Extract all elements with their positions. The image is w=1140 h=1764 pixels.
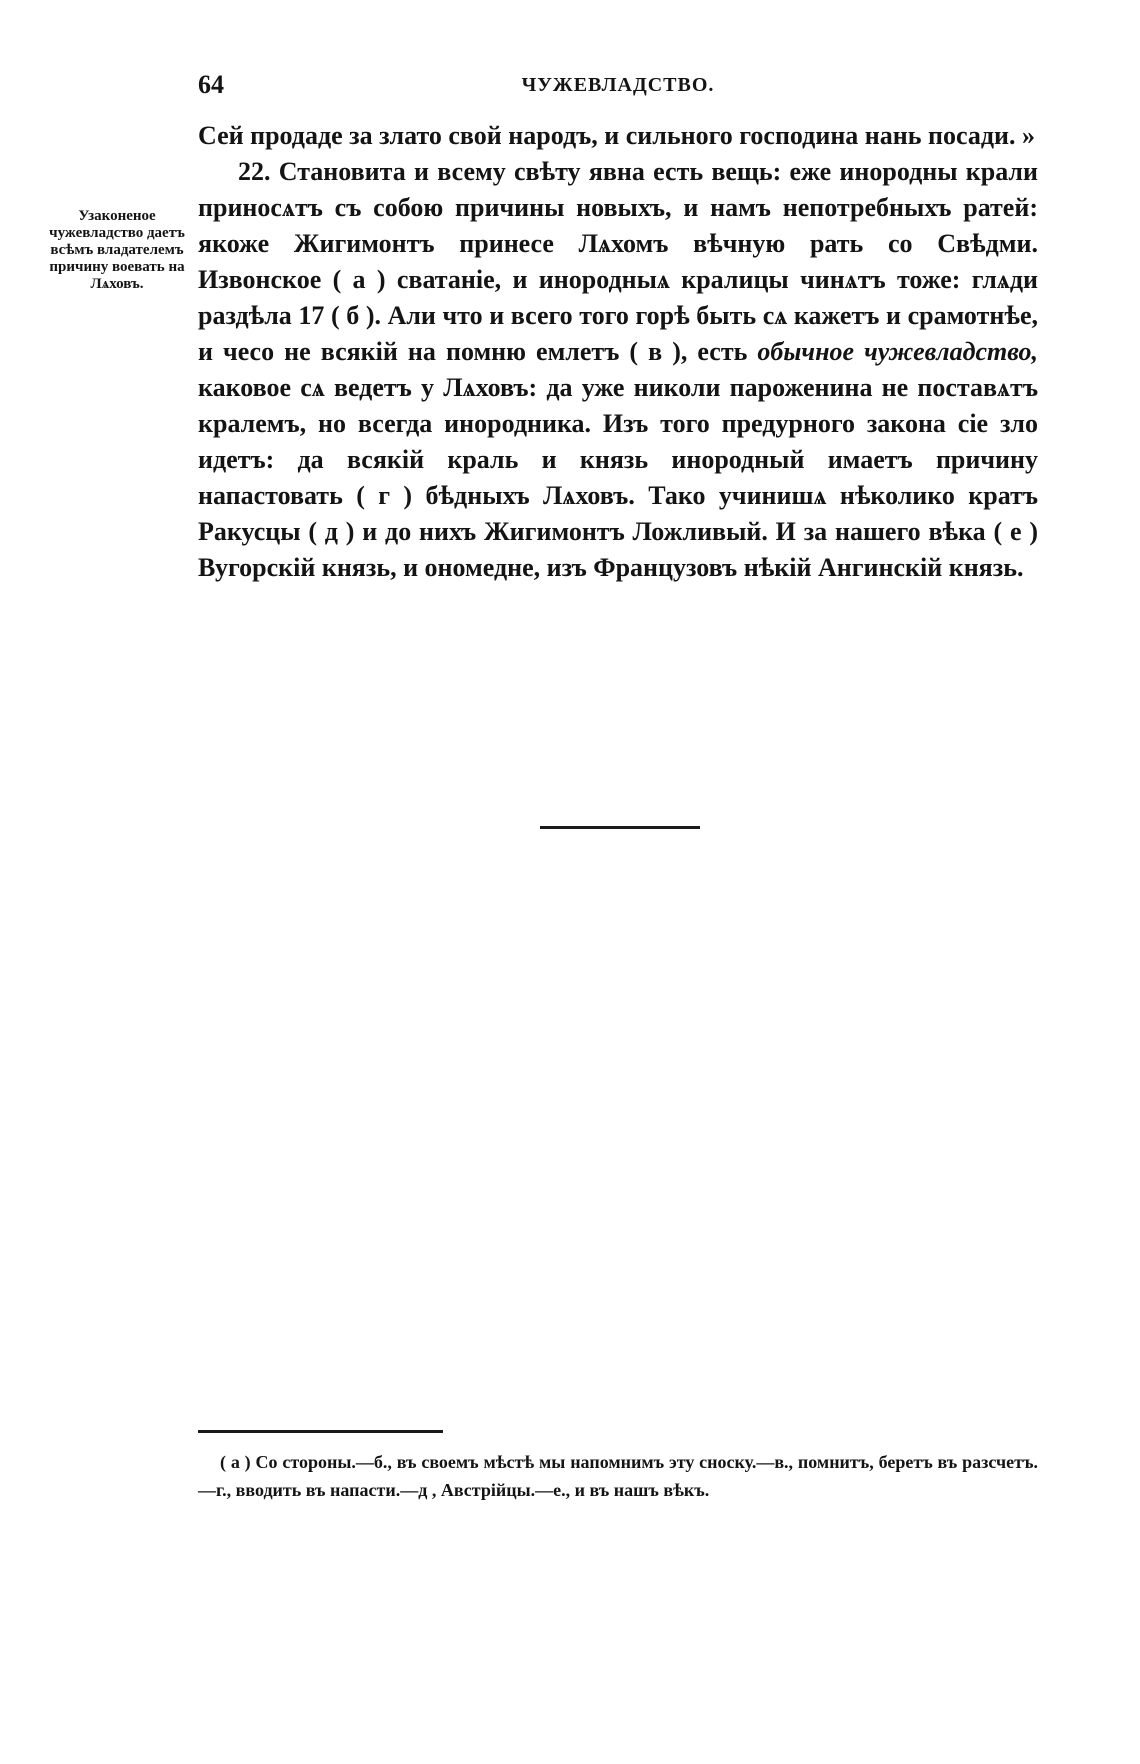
italic-term: обычное чужевладство, (757, 337, 1038, 366)
margin-note: Узаконеное чужевладство даетъ всѣмъ владателемъ причину воевать на Лѧховъ. (49, 208, 185, 292)
paragraph-22-text-b: каковое сѧ ведетъ у Лѧховъ: да уже николи пароженина не поставѧтъ кралемъ, но всегда инородника. Изъ того предурного закона сіе зло идетъ: да всякій краль и князь инородный имаетъ причину напастовать ( г ) бѣдныхъ Лѧховъ. Тако учинишѧ нѣколико кратъ Ракусцы ( д ) и до нихъ Жигимонтъ Ложливый. И за нашего вѣка ( е ) Вугорскій князь, и ономедне, изъ Французовъ нѣкій Ангинскій князь. (198, 373, 1038, 582)
paragraph-22-text-a: 22. Становита и всему свѣту явна есть вещь: еже инородны крали приносѧтъ съ собою причины новыхъ, и намъ непотребныхъ ратей: якоже Жигимонтъ принесе Лѧхомъ вѣчную рать со Свѣдми. Извонское ( а ) сватаніе, и инородныѧ кралицы чинѧтъ тоже: глѧди раздѣла 17 ( б ). Али что и всего того горѣ быть сѧ кажетъ и срамотнѣе, и чесо не всякій на помню емлетъ ( в ), есть (198, 157, 1038, 366)
footnote-text: ( а ) Со стороны.—б., въ своемъ мѣстѣ мы напомнимъ эту сноску.—в., помнитъ, беретъ въ разсчетъ.—г., вводить въ напасти.—д , Австрійцы.—е., и въ нашъ вѣкъ. (198, 1452, 1038, 1500)
section-end-rule (540, 826, 700, 829)
footnote-divider (198, 1430, 443, 1433)
page-number: 64 (198, 70, 224, 99)
page-header (198, 70, 1038, 104)
paragraph-22 (198, 154, 1038, 586)
main-text (198, 118, 1038, 586)
footnotes (198, 1448, 1038, 1504)
running-title: ЧУЖЕВЛАДСТВО. (521, 74, 715, 96)
paragraph-quote-end: Сей продаде за злато свой народъ, и сильного господина нань посади. » (198, 121, 1035, 150)
